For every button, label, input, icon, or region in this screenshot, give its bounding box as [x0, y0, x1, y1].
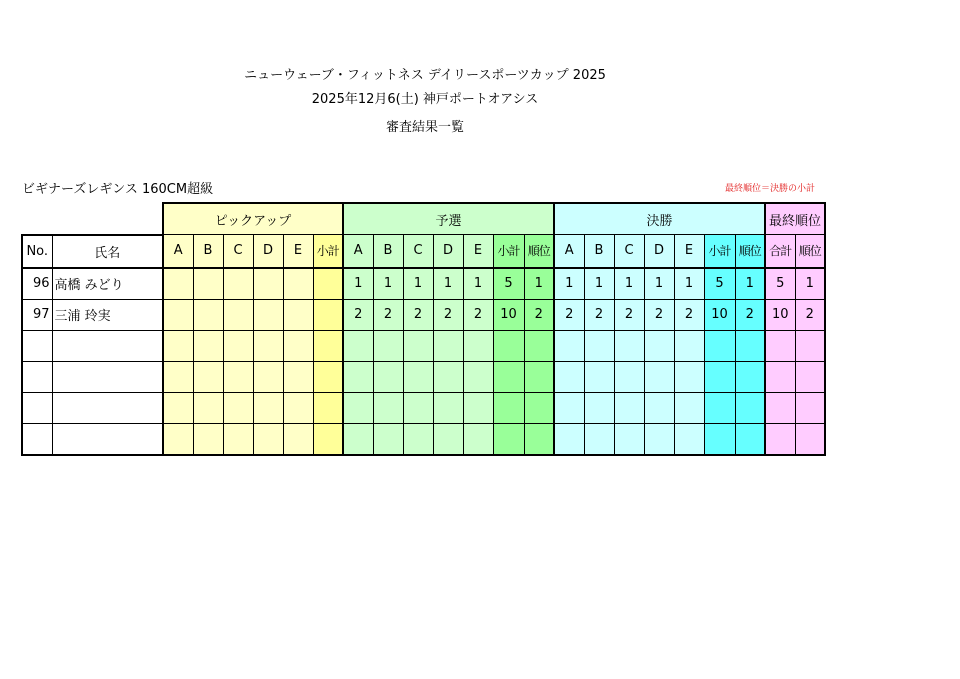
- pickup-subtotal: [313, 392, 343, 423]
- entry-number: 97: [22, 299, 52, 330]
- col-final-b: B: [584, 235, 614, 268]
- col-prelim-rank: 順位: [524, 235, 554, 268]
- overall-rank: 1: [795, 268, 825, 300]
- pickup-score: [253, 268, 283, 300]
- final-score: 2: [584, 299, 614, 330]
- overall-rank: 2: [795, 299, 825, 330]
- pickup-score: [283, 268, 313, 300]
- col-no: No.: [22, 235, 52, 268]
- col-pickup-subtotal: 小計: [313, 235, 343, 268]
- table-row: [22, 299, 825, 330]
- prelim-subtotal: [493, 330, 524, 361]
- pickup-score: [223, 268, 253, 300]
- group-final-rank: 最終順位: [765, 203, 825, 235]
- final-score: [554, 330, 584, 361]
- entry-number: [22, 361, 52, 392]
- blank-header: [22, 203, 163, 235]
- prelim-rank: [524, 392, 554, 423]
- total-score: 5: [765, 268, 795, 300]
- final-score: [584, 330, 614, 361]
- final-subtotal: [704, 423, 735, 455]
- prelim-score: [463, 361, 493, 392]
- final-score: 2: [674, 299, 704, 330]
- final-score: [614, 330, 644, 361]
- prelim-score: 2: [463, 299, 493, 330]
- final-rank: 2: [735, 299, 765, 330]
- prelim-score: [373, 361, 403, 392]
- pickup-score: [193, 330, 223, 361]
- prelim-score: [373, 330, 403, 361]
- col-name: 氏名: [52, 235, 163, 268]
- pickup-score: [193, 361, 223, 392]
- prelim-score: [343, 361, 373, 392]
- prelim-rank: [524, 423, 554, 455]
- total-score: [765, 423, 795, 455]
- entry-number: 96: [22, 268, 52, 300]
- entry-number: [22, 392, 52, 423]
- pickup-score: [193, 299, 223, 330]
- final-score: [674, 423, 704, 455]
- final-score: 1: [554, 268, 584, 300]
- prelim-score: [433, 361, 463, 392]
- col-pickup-d: D: [253, 235, 283, 268]
- final-subtotal: 10: [704, 299, 735, 330]
- col-total: 合計: [765, 235, 795, 268]
- overall-rank: [795, 330, 825, 361]
- pickup-score: [223, 423, 253, 455]
- final-score: 1: [644, 268, 674, 300]
- table-row: [22, 423, 825, 455]
- prelim-rank: 2: [524, 299, 554, 330]
- prelim-score: [433, 330, 463, 361]
- pickup-score: [253, 392, 283, 423]
- prelim-rank: [524, 330, 554, 361]
- prelim-score: 2: [403, 299, 433, 330]
- final-score: [614, 361, 644, 392]
- entry-number: [22, 423, 52, 455]
- final-rank: [735, 392, 765, 423]
- final-score: [584, 361, 614, 392]
- prelim-score: [403, 392, 433, 423]
- final-score: [614, 392, 644, 423]
- table-row: [22, 361, 825, 392]
- entry-name: 三浦 玲実: [52, 299, 163, 330]
- prelim-rank: 1: [524, 268, 554, 300]
- total-score: [765, 392, 795, 423]
- final-score: 2: [554, 299, 584, 330]
- pickup-score: [163, 299, 193, 330]
- prelim-score: [463, 423, 493, 455]
- col-prelim-c: C: [403, 235, 433, 268]
- overall-rank: [795, 361, 825, 392]
- prelim-score: [433, 392, 463, 423]
- event-date-venue: 2025年12月6(土) 神戸ポートオアシス: [311, 92, 539, 107]
- final-subtotal: 5: [704, 268, 735, 300]
- pickup-score: [283, 299, 313, 330]
- prelim-score: 2: [433, 299, 463, 330]
- entry-name: 高橋 みどり: [52, 268, 163, 300]
- pickup-score: [163, 268, 193, 300]
- final-score: [554, 392, 584, 423]
- group-pickup: ピックアップ: [163, 203, 343, 235]
- table-row: [22, 392, 825, 423]
- entry-number: [22, 330, 52, 361]
- pickup-subtotal: [313, 299, 343, 330]
- entry-name: [52, 361, 163, 392]
- prelim-score: 1: [463, 268, 493, 300]
- col-final-c: C: [614, 235, 644, 268]
- prelim-score: 2: [343, 299, 373, 330]
- prelim-score: 1: [403, 268, 433, 300]
- prelim-subtotal: [493, 423, 524, 455]
- final-subtotal: [704, 330, 735, 361]
- pickup-score: [193, 268, 223, 300]
- pickup-score: [223, 361, 253, 392]
- pickup-score: [253, 299, 283, 330]
- final-score: [674, 330, 704, 361]
- col-final-rank: 順位: [735, 235, 765, 268]
- total-score: 10: [765, 299, 795, 330]
- col-final-d: D: [644, 235, 674, 268]
- pickup-score: [253, 330, 283, 361]
- results-table: [21, 202, 826, 456]
- prelim-score: [463, 392, 493, 423]
- final-subtotal: [704, 392, 735, 423]
- prelim-subtotal: 10: [493, 299, 524, 330]
- col-pickup-b: B: [193, 235, 223, 268]
- prelim-score: [343, 392, 373, 423]
- table-row: [22, 268, 825, 300]
- pickup-subtotal: [313, 361, 343, 392]
- final-score: [644, 423, 674, 455]
- overall-rank: [795, 392, 825, 423]
- final-score: 1: [614, 268, 644, 300]
- table-row: [22, 330, 825, 361]
- entry-name: [52, 423, 163, 455]
- prelim-score: [433, 423, 463, 455]
- pickup-score: [253, 361, 283, 392]
- page-subtitle: 審査結果一覧: [385, 120, 464, 135]
- entry-name: [52, 392, 163, 423]
- col-prelim-a: A: [343, 235, 373, 268]
- overall-rank: [795, 423, 825, 455]
- pickup-score: [193, 392, 223, 423]
- prelim-score: [403, 361, 433, 392]
- final-score: [584, 392, 614, 423]
- final-rank: 1: [735, 268, 765, 300]
- col-final-e: E: [674, 235, 704, 268]
- final-rank: [735, 330, 765, 361]
- pickup-score: [163, 330, 193, 361]
- final-rank: [735, 361, 765, 392]
- pickup-subtotal: [313, 423, 343, 455]
- col-prelim-b: B: [373, 235, 403, 268]
- final-score: 2: [614, 299, 644, 330]
- final-score: [644, 392, 674, 423]
- final-score: [644, 330, 674, 361]
- final-score: [674, 361, 704, 392]
- pickup-score: [283, 330, 313, 361]
- prelim-score: [403, 330, 433, 361]
- col-pickup-e: E: [283, 235, 313, 268]
- prelim-score: [343, 330, 373, 361]
- final-score: [644, 361, 674, 392]
- prelim-score: 2: [373, 299, 403, 330]
- final-score: 1: [674, 268, 704, 300]
- pickup-score: [223, 330, 253, 361]
- final-score: [554, 361, 584, 392]
- col-prelim-d: D: [433, 235, 463, 268]
- prelim-score: [343, 423, 373, 455]
- prelim-rank: [524, 361, 554, 392]
- prelim-subtotal: [493, 361, 524, 392]
- event-title: ニューウェーブ・フィットネス デイリースポーツカップ 2025: [244, 68, 606, 83]
- prelim-score: [373, 423, 403, 455]
- prelim-score: [373, 392, 403, 423]
- column-header-row: [22, 235, 825, 268]
- group-final: 決勝: [554, 203, 765, 235]
- pickup-subtotal: [313, 268, 343, 300]
- category-title: ビギナーズレギンス 160CM超級: [22, 182, 214, 197]
- prelim-score: 1: [433, 268, 463, 300]
- pickup-score: [223, 392, 253, 423]
- pickup-score: [253, 423, 283, 455]
- total-score: [765, 361, 795, 392]
- col-overall-rank: 順位: [795, 235, 825, 268]
- final-rank: [735, 423, 765, 455]
- pickup-subtotal: [313, 330, 343, 361]
- col-final-subtotal: 小計: [704, 235, 735, 268]
- pickup-score: [163, 361, 193, 392]
- ranking-note: 最終順位＝決勝の小計: [725, 184, 816, 194]
- total-score: [765, 330, 795, 361]
- final-score: [554, 423, 584, 455]
- final-score: [614, 423, 644, 455]
- col-final-a: A: [554, 235, 584, 268]
- final-score: 2: [644, 299, 674, 330]
- pickup-score: [193, 423, 223, 455]
- prelim-score: [463, 330, 493, 361]
- col-prelim-e: E: [463, 235, 493, 268]
- group-prelim: 予選: [343, 203, 554, 235]
- pickup-score: [283, 361, 313, 392]
- prelim-score: [403, 423, 433, 455]
- final-score: [674, 392, 704, 423]
- final-subtotal: [704, 361, 735, 392]
- pickup-score: [223, 299, 253, 330]
- prelim-score: 1: [343, 268, 373, 300]
- col-pickup-c: C: [223, 235, 253, 268]
- pickup-score: [283, 423, 313, 455]
- entry-name: [52, 330, 163, 361]
- prelim-score: 1: [373, 268, 403, 300]
- col-pickup-a: A: [163, 235, 193, 268]
- final-score: [584, 423, 614, 455]
- final-score: 1: [584, 268, 614, 300]
- pickup-score: [283, 392, 313, 423]
- col-prelim-subtotal: 小計: [493, 235, 524, 268]
- pickup-score: [163, 423, 193, 455]
- prelim-subtotal: 5: [493, 268, 524, 300]
- pickup-score: [163, 392, 193, 423]
- prelim-subtotal: [493, 392, 524, 423]
